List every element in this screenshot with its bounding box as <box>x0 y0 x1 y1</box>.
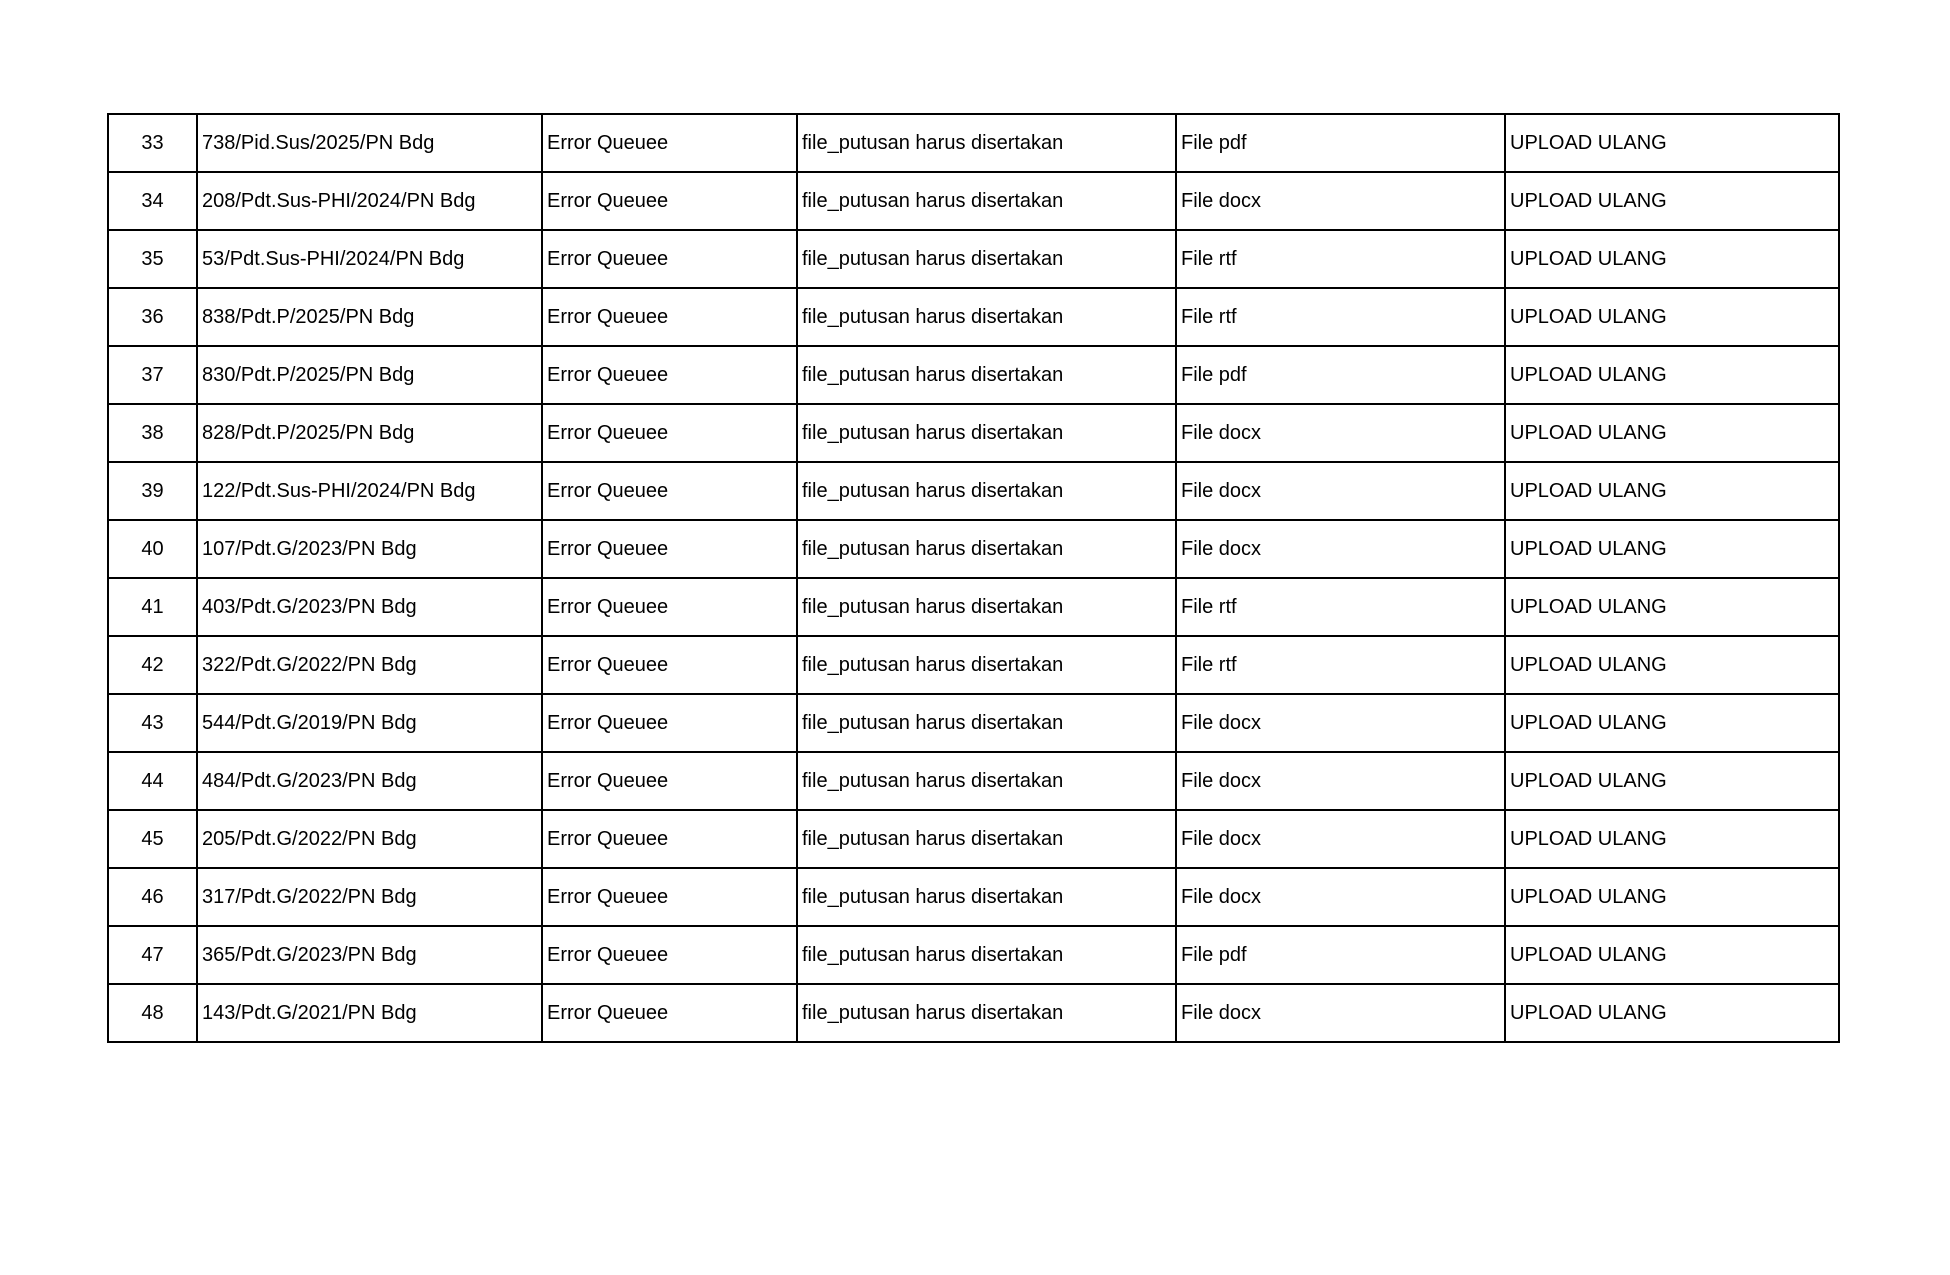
table-row <box>108 636 1839 694</box>
action-cell: UPLOAD ULANG <box>1505 404 1839 462</box>
error-message-cell: file_putusan harus disertakan <box>797 926 1176 984</box>
row-number-cell: 43 <box>108 694 197 752</box>
row-number-cell: 35 <box>108 230 197 288</box>
row-number-cell: 34 <box>108 172 197 230</box>
action-cell: UPLOAD ULANG <box>1505 636 1839 694</box>
table-row <box>108 346 1839 404</box>
row-number-cell: 46 <box>108 868 197 926</box>
case-number-cell: 544/Pdt.G/2019/PN Bdg <box>197 694 542 752</box>
action-cell: UPLOAD ULANG <box>1505 984 1839 1042</box>
row-number-cell: 47 <box>108 926 197 984</box>
action-cell: UPLOAD ULANG <box>1505 694 1839 752</box>
file-type-cell: File docx <box>1176 172 1505 230</box>
case-number-cell: 107/Pdt.G/2023/PN Bdg <box>197 520 542 578</box>
error-message-cell: file_putusan harus disertakan <box>797 636 1176 694</box>
status-cell: Error Queuee <box>542 984 797 1042</box>
file-type-cell: File docx <box>1176 694 1505 752</box>
status-cell: Error Queuee <box>542 752 797 810</box>
file-type-cell: File docx <box>1176 752 1505 810</box>
row-number-cell: 40 <box>108 520 197 578</box>
action-cell: UPLOAD ULANG <box>1505 230 1839 288</box>
row-number-cell: 44 <box>108 752 197 810</box>
row-number-cell: 42 <box>108 636 197 694</box>
status-cell: Error Queuee <box>542 114 797 172</box>
action-cell: UPLOAD ULANG <box>1505 520 1839 578</box>
file-type-cell: File docx <box>1176 984 1505 1042</box>
table-row <box>108 926 1839 984</box>
action-cell: UPLOAD ULANG <box>1505 926 1839 984</box>
case-number-cell: 53/Pdt.Sus-PHI/2024/PN Bdg <box>197 230 542 288</box>
action-cell: UPLOAD ULANG <box>1505 288 1839 346</box>
case-number-cell: 208/Pdt.Sus-PHI/2024/PN Bdg <box>197 172 542 230</box>
row-number-cell: 33 <box>108 114 197 172</box>
case-number-cell: 317/Pdt.G/2022/PN Bdg <box>197 868 542 926</box>
action-cell: UPLOAD ULANG <box>1505 346 1839 404</box>
action-cell: UPLOAD ULANG <box>1505 810 1839 868</box>
status-cell: Error Queuee <box>542 230 797 288</box>
case-number-cell: 738/Pid.Sus/2025/PN Bdg <box>197 114 542 172</box>
error-message-cell: file_putusan harus disertakan <box>797 346 1176 404</box>
case-number-cell: 403/Pdt.G/2023/PN Bdg <box>197 578 542 636</box>
action-cell: UPLOAD ULANG <box>1505 752 1839 810</box>
error-message-cell: file_putusan harus disertakan <box>797 984 1176 1042</box>
status-cell: Error Queuee <box>542 810 797 868</box>
status-cell: Error Queuee <box>542 346 797 404</box>
row-number-cell: 37 <box>108 346 197 404</box>
status-cell: Error Queuee <box>542 520 797 578</box>
table-row <box>108 868 1839 926</box>
file-type-cell: File docx <box>1176 868 1505 926</box>
file-type-cell: File rtf <box>1176 230 1505 288</box>
error-message-cell: file_putusan harus disertakan <box>797 520 1176 578</box>
case-number-cell: 143/Pdt.G/2021/PN Bdg <box>197 984 542 1042</box>
file-type-cell: File docx <box>1176 404 1505 462</box>
file-type-cell: File pdf <box>1176 114 1505 172</box>
file-type-cell: File docx <box>1176 520 1505 578</box>
status-cell: Error Queuee <box>542 868 797 926</box>
table-row <box>108 578 1839 636</box>
file-type-cell: File rtf <box>1176 288 1505 346</box>
case-number-cell: 322/Pdt.G/2022/PN Bdg <box>197 636 542 694</box>
table-row <box>108 462 1839 520</box>
case-number-cell: 205/Pdt.G/2022/PN Bdg <box>197 810 542 868</box>
status-cell: Error Queuee <box>542 404 797 462</box>
error-message-cell: file_putusan harus disertakan <box>797 462 1176 520</box>
error-message-cell: file_putusan harus disertakan <box>797 868 1176 926</box>
status-cell: Error Queuee <box>542 578 797 636</box>
case-number-cell: 122/Pdt.Sus-PHI/2024/PN Bdg <box>197 462 542 520</box>
table-row <box>108 288 1839 346</box>
action-cell: UPLOAD ULANG <box>1505 172 1839 230</box>
case-number-cell: 838/Pdt.P/2025/PN Bdg <box>197 288 542 346</box>
table-row <box>108 172 1839 230</box>
error-message-cell: file_putusan harus disertakan <box>797 288 1176 346</box>
row-number-cell: 38 <box>108 404 197 462</box>
error-message-cell: file_putusan harus disertakan <box>797 694 1176 752</box>
error-message-cell: file_putusan harus disertakan <box>797 810 1176 868</box>
status-cell: Error Queuee <box>542 462 797 520</box>
error-message-cell: file_putusan harus disertakan <box>797 172 1176 230</box>
case-number-cell: 828/Pdt.P/2025/PN Bdg <box>197 404 542 462</box>
case-number-cell: 365/Pdt.G/2023/PN Bdg <box>197 926 542 984</box>
table-body <box>108 114 1839 1042</box>
error-message-cell: file_putusan harus disertakan <box>797 230 1176 288</box>
status-cell: Error Queuee <box>542 926 797 984</box>
action-cell: UPLOAD ULANG <box>1505 462 1839 520</box>
row-number-cell: 41 <box>108 578 197 636</box>
error-message-cell: file_putusan harus disertakan <box>797 578 1176 636</box>
error-message-cell: file_putusan harus disertakan <box>797 114 1176 172</box>
status-cell: Error Queuee <box>542 288 797 346</box>
table-row <box>108 810 1839 868</box>
file-type-cell: File pdf <box>1176 346 1505 404</box>
status-cell: Error Queuee <box>542 694 797 752</box>
file-type-cell: File rtf <box>1176 636 1505 694</box>
table-row <box>108 520 1839 578</box>
action-cell: UPLOAD ULANG <box>1505 868 1839 926</box>
file-type-cell: File docx <box>1176 462 1505 520</box>
row-number-cell: 39 <box>108 462 197 520</box>
table-row <box>108 752 1839 810</box>
row-number-cell: 48 <box>108 984 197 1042</box>
table-row <box>108 984 1839 1042</box>
table-row <box>108 230 1839 288</box>
status-cell: Error Queuee <box>542 172 797 230</box>
table-row <box>108 114 1839 172</box>
row-number-cell: 36 <box>108 288 197 346</box>
error-message-cell: file_putusan harus disertakan <box>797 752 1176 810</box>
case-number-cell: 830/Pdt.P/2025/PN Bdg <box>197 346 542 404</box>
case-number-cell: 484/Pdt.G/2023/PN Bdg <box>197 752 542 810</box>
action-cell: UPLOAD ULANG <box>1505 114 1839 172</box>
file-type-cell: File pdf <box>1176 926 1505 984</box>
action-cell: UPLOAD ULANG <box>1505 578 1839 636</box>
document-table <box>107 113 1840 1043</box>
table-row <box>108 694 1839 752</box>
error-message-cell: file_putusan harus disertakan <box>797 404 1176 462</box>
file-type-cell: File rtf <box>1176 578 1505 636</box>
table-row <box>108 404 1839 462</box>
file-type-cell: File docx <box>1176 810 1505 868</box>
status-cell: Error Queuee <box>542 636 797 694</box>
row-number-cell: 45 <box>108 810 197 868</box>
